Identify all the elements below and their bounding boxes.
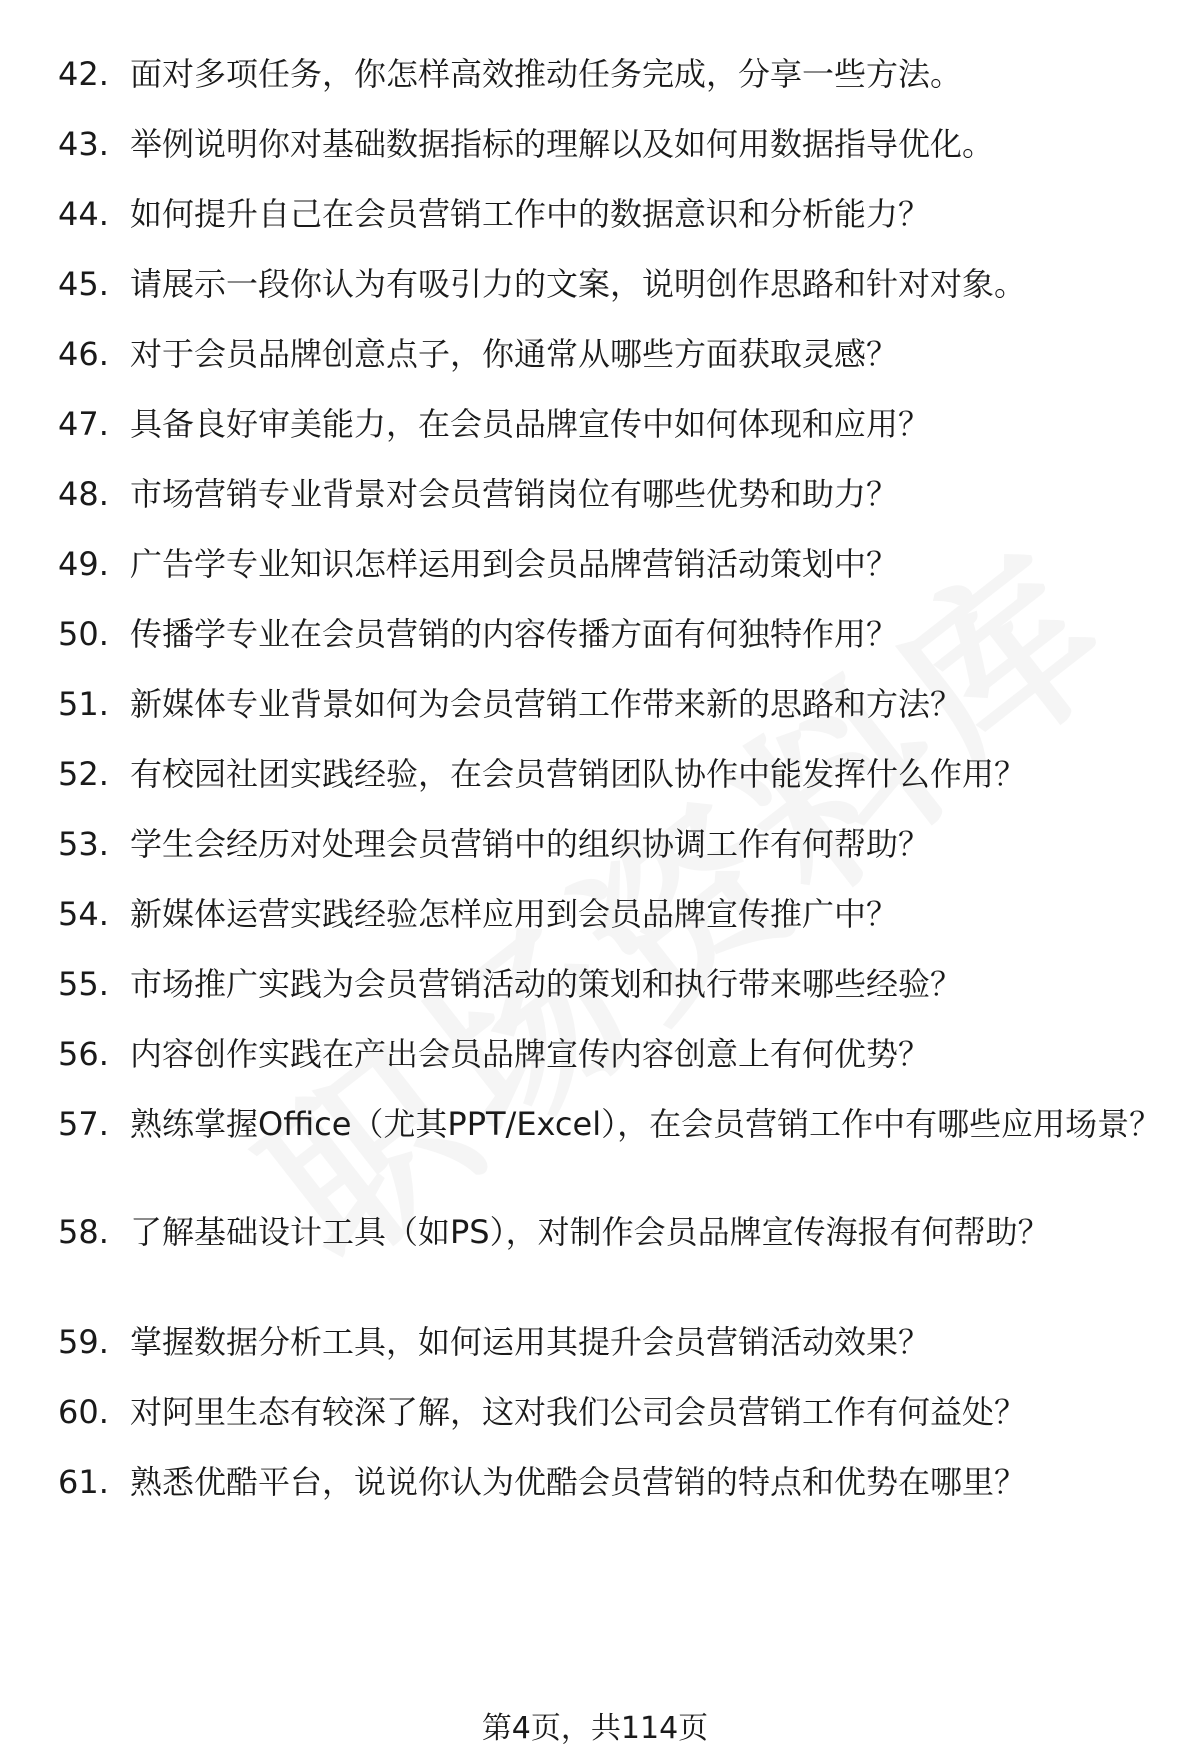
- question-number: 45.: [58, 265, 109, 303]
- question-text: 熟悉优酷平台，说说你认为优酷会员营销的特点和优势在哪里？: [130, 1463, 1027, 1501]
- question-text: 内容创作实践在产出会员品牌宣传内容创意上有何优势？: [130, 1035, 931, 1073]
- question-number: 42.: [58, 55, 109, 93]
- question-item: [58, 1212, 1168, 1252]
- question-item: [58, 1392, 1168, 1432]
- question-item: [58, 1034, 1168, 1074]
- question-item: [58, 404, 1168, 444]
- question-text: 如何提升自己在会员营销工作中的数据意识和分析能力？: [130, 195, 931, 233]
- question-text: 新媒体专业背景如何为会员营销工作带来新的思路和方法？: [130, 685, 963, 723]
- question-text: 市场营销专业背景对会员营销岗位有哪些优势和助力？: [130, 475, 899, 513]
- question-item: [58, 54, 1168, 94]
- question-text: 市场推广实践为会员营销活动的策划和执行带来哪些经验？: [130, 965, 963, 1003]
- question-text: 举例说明你对基础数据指标的理解以及如何用数据指导优化。: [130, 125, 995, 163]
- question-text: 传播学专业在会员营销的内容传播方面有何独特作用？: [130, 615, 899, 653]
- question-text: 有校园社团实践经验，在会员营销团队协作中能发挥什么作用？: [130, 755, 1027, 793]
- question-item: [58, 894, 1168, 934]
- question-number: 47.: [58, 405, 109, 443]
- question-text: 请展示一段你认为有吸引力的文案，说明创作思路和针对对象。: [130, 265, 1027, 303]
- question-number: 60.: [58, 1393, 109, 1431]
- question-text: 学生会经历对处理会员营销中的组织协调工作有何帮助？: [130, 825, 931, 863]
- question-number: 43.: [58, 125, 109, 163]
- question-item: [58, 1322, 1168, 1362]
- question-item: [58, 824, 1168, 864]
- question-text: 广告学专业知识怎样运用到会员品牌营销活动策划中？: [130, 545, 899, 583]
- question-text: 新媒体运营实践经验怎样应用到会员品牌宣传推广中？: [130, 895, 899, 933]
- question-item: [58, 754, 1168, 794]
- question-item: [58, 1104, 1168, 1144]
- question-number: 50.: [58, 615, 109, 653]
- question-text: 熟练掌握Office（尤其PPT/Excel），在会员营销工作中有哪些应用场景？: [130, 1105, 1162, 1143]
- question-text: 对于会员品牌创意点子，你通常从哪些方面获取灵感？: [130, 335, 899, 373]
- question-number: 49.: [58, 545, 109, 583]
- question-item: [58, 1462, 1168, 1502]
- question-number: 51.: [58, 685, 109, 723]
- question-item: [58, 124, 1168, 164]
- question-text: 掌握数据分析工具，如何运用其提升会员营销活动效果？: [130, 1323, 931, 1361]
- question-number: 59.: [58, 1323, 109, 1361]
- question-item: [58, 614, 1168, 654]
- question-text: 具备良好审美能力，在会员品牌宣传中如何体现和应用？: [130, 405, 931, 443]
- question-number: 46.: [58, 335, 109, 373]
- page-number-footer: 第4页，共114页: [481, 1711, 709, 1746]
- question-number: 52.: [58, 755, 109, 793]
- question-number: 48.: [58, 475, 109, 513]
- question-number: 61.: [58, 1463, 109, 1501]
- question-item: [58, 334, 1168, 374]
- question-text: 面对多项任务，你怎样高效推动任务完成，分享一些方法。: [130, 55, 963, 93]
- question-number: 55.: [58, 965, 109, 1003]
- question-item: [58, 194, 1168, 234]
- question-item: [58, 474, 1168, 514]
- question-item: [58, 544, 1168, 584]
- question-text: 了解基础设计工具（如PS），对制作会员品牌宣传海报有何帮助？: [130, 1213, 1050, 1251]
- question-item: [58, 684, 1168, 724]
- question-number: 58.: [58, 1213, 109, 1251]
- question-number: 44.: [58, 195, 109, 233]
- question-number: 53.: [58, 825, 109, 863]
- question-item: [58, 264, 1168, 304]
- question-number: 56.: [58, 1035, 109, 1073]
- question-item: [58, 964, 1168, 1004]
- question-number: 57.: [58, 1105, 109, 1143]
- question-number: 54.: [58, 895, 109, 933]
- question-text: 对阿里生态有较深了解，这对我们公司会员营销工作有何益处？: [130, 1393, 1027, 1431]
